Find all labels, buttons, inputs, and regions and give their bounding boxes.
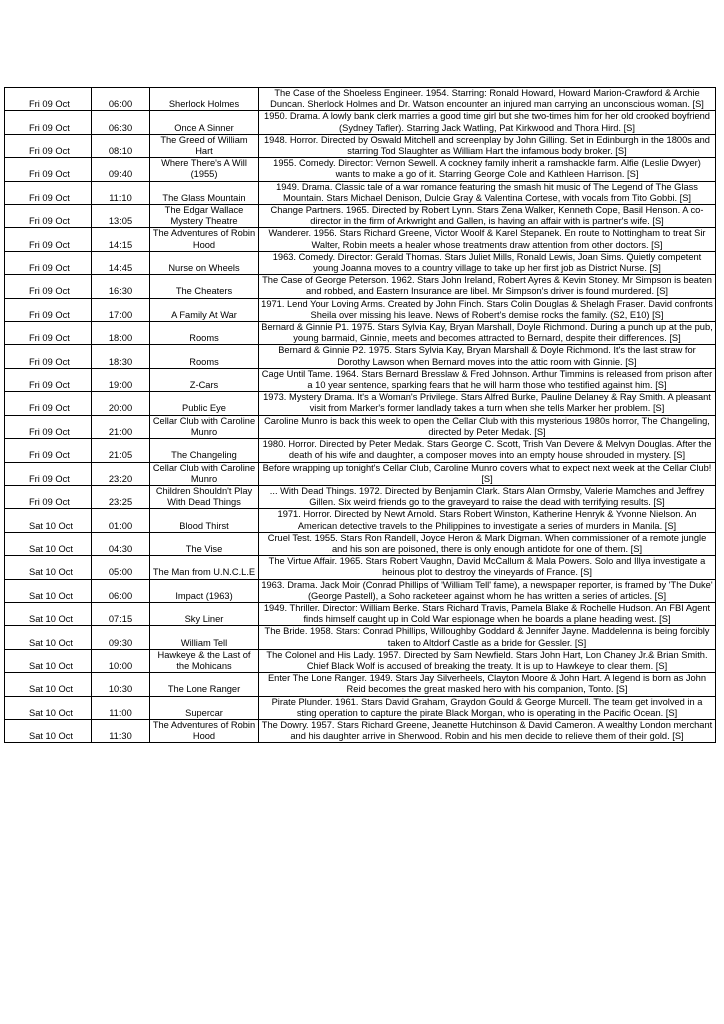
schedule-row: [5, 439, 716, 462]
airing-date: Sat 10 Oct: [5, 579, 92, 602]
schedule-row: [5, 368, 716, 391]
programme-description: The Dowry. 1957. Stars Richard Greene, Jeanette Hutchinson & David Cameron. A wealthy London merchant and his daughter arrive in Sherwood. Robin and his men decide to relieve them of their gold. [S]: [259, 719, 716, 742]
programme-title: The Lone Ranger: [150, 673, 259, 696]
schedule-table: [4, 87, 716, 743]
airing-date: Fri 09 Oct: [5, 205, 92, 228]
airing-time: 04:30: [92, 532, 150, 555]
schedule-row: [5, 556, 716, 579]
airing-time: 20:00: [92, 392, 150, 415]
schedule-row: [5, 228, 716, 251]
programme-title: A Family At War: [150, 298, 259, 321]
airing-date: Sat 10 Oct: [5, 626, 92, 649]
schedule-row: [5, 579, 716, 602]
programme-description: The Case of George Peterson. 1962. Stars John Ireland, Robert Ayres & Kevin Stoney. Mr Simpson is beaten and robbed, and Eastern Insurance are libel. Mr Simpson's driver is found murdered. [S]: [259, 275, 716, 298]
airing-date: Fri 09 Oct: [5, 158, 92, 181]
programme-description: The Bride. 1958. Stars: Conrad Phillips, Willoughby Goddard & Jennifer Jayne. Maddelenna is being forcibly taken to Altdorf Castle as a bride for Gessler. [S]: [259, 626, 716, 649]
airing-date: Fri 09 Oct: [5, 111, 92, 134]
airing-date: Sat 10 Oct: [5, 602, 92, 625]
programme-description: 1949. Thriller. Director: William Berke. Stars Richard Travis, Pamela Blake & Rochelle Hudson. An FBI Agent finds himself caught up in Cold War espionage when he boards a plane heading west. [S]: [259, 602, 716, 625]
airing-time: 23:25: [92, 485, 150, 508]
airing-date: Fri 09 Oct: [5, 275, 92, 298]
programme-description: Change Partners. 1965. Directed by Robert Lynn. Stars Zena Walker, Kenneth Cope, Basil Henson. A co-director in the firm of Arkwright and Gallen, is having an affair with is partner's wife. [S]: [259, 205, 716, 228]
programme-description: Cage Until Tame. 1964. Stars Bernard Bresslaw & Fred Johnson. Arthur Timmins is released from prison after a 10 year sentence, sparking fears that he will harm those who testified against him. [S]: [259, 368, 716, 391]
programme-title: Blood Thirst: [150, 509, 259, 532]
airing-time: 10:00: [92, 649, 150, 672]
schedule-row: [5, 88, 716, 111]
programme-description: The Colonel and His Lady. 1957. Directed by Sam Newfield. Stars John Hart, Lon Chaney Jr.& Brian Smith. Chief Black Wolf is accused of breaking the treaty. It is up to Hawkeye to clear them. [S]: [259, 649, 716, 672]
airing-date: Fri 09 Oct: [5, 439, 92, 462]
airing-date: Fri 09 Oct: [5, 181, 92, 204]
programme-title: The Man from U.N.C.L.E: [150, 556, 259, 579]
airing-date: Sat 10 Oct: [5, 696, 92, 719]
airing-date: Sat 10 Oct: [5, 509, 92, 532]
programme-title: Rooms: [150, 322, 259, 345]
airing-time: 05:00: [92, 556, 150, 579]
airing-date: Fri 09 Oct: [5, 368, 92, 391]
programme-title: The Vise: [150, 532, 259, 555]
programme-description: 1949. Drama. Classic tale of a war romance featuring the smash hit music of The Legend of The Glass Mountain. Stars Michael Denison, Dulcie Gray & Valentina Cortese, with vocals from Tito Gobbi. [S]: [259, 181, 716, 204]
programme-title: Rooms: [150, 345, 259, 368]
programme-description: Cruel Test. 1955. Stars Ron Randell, Joyce Heron & Mark Digman. When commissioner of a remote jungle and his son are poisoned, there is only enough antidote for one of them. [S]: [259, 532, 716, 555]
programme-description: The Case of the Shoeless Engineer. 1954. Starring: Ronald Howard, Howard Marion-Crawford & Archie Duncan. Sherlock Holmes and Dr. Watson encounter an injured man carrying an unconscious woman. [S]: [259, 88, 716, 111]
programme-title: The Adventures of Robin Hood: [150, 228, 259, 251]
programme-title: The Cheaters: [150, 275, 259, 298]
airing-date: Sat 10 Oct: [5, 649, 92, 672]
programme-description: Bernard & Ginnie P2. 1975. Stars Sylvia Kay, Bryan Marshall & Doyle Richmond. It's the last straw for Dorothy Lawson when Bernard moves into the attic room with Ginnie. [S]: [259, 345, 716, 368]
schedule-row: [5, 134, 716, 157]
programme-description: Bernard & Ginnie P1. 1975. Stars Sylvia Kay, Bryan Marshall, Doyle Richmond. During a punch up at the pub, young barmaid, Ginnie, meets and becomes attracted to Bernard, despite their differences. [S]: [259, 322, 716, 345]
schedule-body: [5, 88, 716, 743]
programme-description: Enter The Lone Ranger. 1949. Stars Jay Silverheels, Clayton Moore & John Hart. A legend is born as John Reid becomes the great masked hero with his companion, Tonto. [S]: [259, 673, 716, 696]
airing-time: 17:00: [92, 298, 150, 321]
schedule-row: [5, 509, 716, 532]
programme-description: 1950. Drama. A lowly bank clerk marries a good time girl but she two-times him for her old crooked boyfriend (Sydney Tafler). Starring Jack Watling, Pat Kirkwood and Thora Hird. [S]: [259, 111, 716, 134]
airing-date: Fri 09 Oct: [5, 415, 92, 438]
airing-time: 18:30: [92, 345, 150, 368]
airing-time: 11:10: [92, 181, 150, 204]
programme-title: Nurse on Wheels: [150, 251, 259, 274]
programme-title: Sky Liner: [150, 602, 259, 625]
airing-date: Fri 09 Oct: [5, 345, 92, 368]
schedule-row: [5, 719, 716, 742]
schedule-row: [5, 415, 716, 438]
airing-time: 01:00: [92, 509, 150, 532]
programme-title: William Tell: [150, 626, 259, 649]
schedule-row: [5, 649, 716, 672]
programme-description: 1963. Drama. Jack Moir (Conrad Phillips of 'William Tell' fame), a newspaper reporter, is framed by 'The Duke' (George Pastell), a Soho racketeer against whom he has written a series of articles. [S]: [259, 579, 716, 602]
schedule-row: [5, 673, 716, 696]
programme-description: 1971. Horror. Directed by Newt Arnold. Stars Robert Winston, Katherine Henryk & Yvonne Nielson. An American detective travels to the Philippines to investigate a series of murders in Manila. [S]: [259, 509, 716, 532]
airing-date: Fri 09 Oct: [5, 392, 92, 415]
programme-title: The Changeling: [150, 439, 259, 462]
schedule-row: [5, 298, 716, 321]
programme-title: Hawkeye & the Last of the Mohicans: [150, 649, 259, 672]
programme-title: Once A Sinner: [150, 111, 259, 134]
programme-title: Where There's A Will (1955): [150, 158, 259, 181]
airing-time: 09:30: [92, 626, 150, 649]
airing-time: 11:30: [92, 719, 150, 742]
programme-title: Children Shouldn't Play With Dead Things: [150, 485, 259, 508]
schedule-row: [5, 158, 716, 181]
airing-time: 13:05: [92, 205, 150, 228]
airing-time: 14:15: [92, 228, 150, 251]
programme-title: The Edgar Wallace Mystery Theatre: [150, 205, 259, 228]
airing-date: Fri 09 Oct: [5, 228, 92, 251]
programme-title: Sherlock Holmes: [150, 88, 259, 111]
airing-time: 16:30: [92, 275, 150, 298]
schedule-row: [5, 111, 716, 134]
programme-title: Z-Cars: [150, 368, 259, 391]
schedule-row: [5, 485, 716, 508]
airing-time: 23:20: [92, 462, 150, 485]
airing-date: Fri 09 Oct: [5, 298, 92, 321]
airing-date: Fri 09 Oct: [5, 251, 92, 274]
programme-description: 1963. Comedy. Director: Gerald Thomas. Stars Juliet Mills, Ronald Lewis, Joan Sims. Quietly competent young Joanna moves to a country village to take up her first job as District Nurse. [S]: [259, 251, 716, 274]
airing-date: Fri 09 Oct: [5, 134, 92, 157]
programme-title: The Adventures of Robin Hood: [150, 719, 259, 742]
programme-description: 1955. Comedy. Director: Vernon Sewell. A cockney family inherit a ramshackle farm. Alfie (Leslie Dwyer) wants to make a go of it. Starring George Cole and Kathleen Harrison. [S]: [259, 158, 716, 181]
programme-description: ... With Dead Things. 1972. Directed by Benjamin Clark. Stars Alan Ormsby, Valerie Mamches and Jeffrey Gillen. Six weird friends go to the graveyard to raise the dead with terrifying results. [S]: [259, 485, 716, 508]
programme-description: Wanderer. 1956. Stars Richard Greene, Victor Woolf & Karel Stepanek. En route to Nottingham to treat Sir Walter, Robin meets a healer whose treatments draw attention from other doctors. [S]: [259, 228, 716, 251]
airing-date: Fri 09 Oct: [5, 88, 92, 111]
programme-title: Impact (1963): [150, 579, 259, 602]
schedule-row: [5, 275, 716, 298]
airing-time: 14:45: [92, 251, 150, 274]
airing-time: 11:00: [92, 696, 150, 719]
airing-date: Sat 10 Oct: [5, 719, 92, 742]
schedule-row: [5, 696, 716, 719]
programme-title: Supercar: [150, 696, 259, 719]
programme-title: Cellar Club with Caroline Munro: [150, 462, 259, 485]
airing-time: 08:10: [92, 134, 150, 157]
programme-description: 1980. Horror. Directed by Peter Medak. Stars George C. Scott, Trish Van Devere & Melvyn Douglas. After the death of his wife and daughter, a composer moves into an empty house shrouded in mystery. [S]: [259, 439, 716, 462]
schedule-row: [5, 181, 716, 204]
programme-title: Public Eye: [150, 392, 259, 415]
schedule-row: [5, 392, 716, 415]
schedule-row: [5, 626, 716, 649]
programme-title: The Glass Mountain: [150, 181, 259, 204]
airing-time: 06:30: [92, 111, 150, 134]
programme-description: 1948. Horror. Directed by Oswald Mitchell and screenplay by John Gilling. Set in Edinburgh in the 1800s and starring Tod Slaughter as William Hart the infamous body broker. [S]: [259, 134, 716, 157]
programme-description: Before wrapping up tonight's Cellar Club, Caroline Munro covers what to expect next week at the Cellar Club! [S]: [259, 462, 716, 485]
airing-date: Sat 10 Oct: [5, 556, 92, 579]
schedule-row: [5, 532, 716, 555]
airing-time: 07:15: [92, 602, 150, 625]
airing-date: Sat 10 Oct: [5, 673, 92, 696]
schedule-row: [5, 322, 716, 345]
airing-time: 06:00: [92, 579, 150, 602]
programme-title: The Greed of William Hart: [150, 134, 259, 157]
airing-time: 10:30: [92, 673, 150, 696]
programme-description: 1973. Mystery Drama. It's a Woman's Privilege. Stars Alfred Burke, Pauline Delaney & Ray Smith. A pleasant visit from Marker's former landlady takes a turn when she tells Marker her problem. [S]: [259, 392, 716, 415]
schedule-row: [5, 602, 716, 625]
programme-description: Caroline Munro is back this week to open the Cellar Club with this mysterious 1980s horror, The Changeling, directed by Peter Medak. [S]: [259, 415, 716, 438]
airing-time: 21:00: [92, 415, 150, 438]
schedule-row: [5, 462, 716, 485]
airing-date: Fri 09 Oct: [5, 485, 92, 508]
airing-time: 06:00: [92, 88, 150, 111]
airing-time: 18:00: [92, 322, 150, 345]
schedule-row: [5, 251, 716, 274]
airing-time: 21:05: [92, 439, 150, 462]
airing-date: Fri 09 Oct: [5, 462, 92, 485]
airing-date: Fri 09 Oct: [5, 322, 92, 345]
airing-date: Sat 10 Oct: [5, 532, 92, 555]
programme-title: Cellar Club with Caroline Munro: [150, 415, 259, 438]
schedule-row: [5, 205, 716, 228]
schedule-row: [5, 345, 716, 368]
airing-time: 19:00: [92, 368, 150, 391]
programme-description: 1971. Lend Your Loving Arms. Created by John Finch. Stars Colin Douglas & Shelagh Fraser. David confronts Sheila over missing his leave. News of Robert's demise rocks the family. (S2, E10) [S]: [259, 298, 716, 321]
airing-time: 09:40: [92, 158, 150, 181]
programme-description: Pirate Plunder. 1961. Stars David Graham, Graydon Gould & George Murcell. The team get involved in a sting operation to capture the pirate Black Morgan, who is operating in the Pacific Ocean. [S]: [259, 696, 716, 719]
programme-description: The Virtue Affair. 1965. Stars Robert Vaughn, David McCallum & Mala Powers. Solo and Illya investigate a heinous plot to destroy the vineyards of France. [S]: [259, 556, 716, 579]
